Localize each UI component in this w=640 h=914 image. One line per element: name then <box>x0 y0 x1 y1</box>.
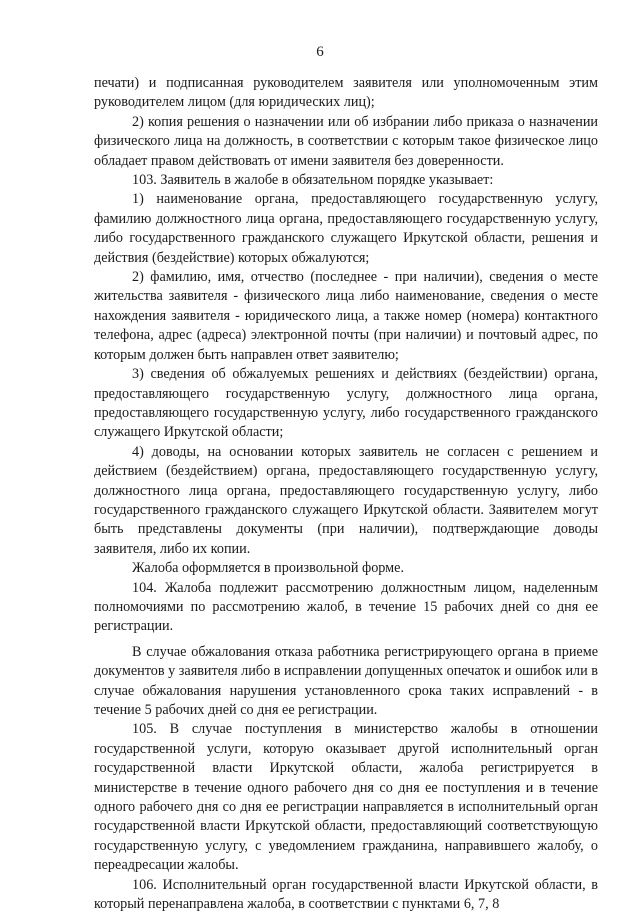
paragraph-103-item-2: 2) фамилию, имя, отчество (последнее - при наличии), сведения о месте жительства заявителя - физического лица либо наименование, сведения о месте нахождения заявителя - юридического лица, а также номер (номера) контактного телефона, адрес (адреса) электронной почты (при наличии) и почтовый адрес, по которым должен быть направлен ответ заявителю; <box>94 269 598 363</box>
document-body <box>94 74 598 914</box>
paragraph-103-item-3: 3) сведения об обжалуемых решениях и действиях (бездействии) органа, предоставляющего государственную услугу, должностного лица органа, предоставляющего государственную услугу, либо государственного гражданского служащего Иркутской области; <box>94 366 598 441</box>
paragraph-105: 105. В случае поступления в министерство жалобы в отношении государственной услуги, которую оказывает другой исполнительный орган государственной власти Иркутской области, жалоба регистрируется в министерстве в течение одного рабочего дня со дня ее поступления и в течение одного рабочего дня со дня ее регистрации направляется в исполнительный орган государственной власти Иркутской области, предоставляющий соответствующую государственную услугу, с уведомлением гражданина, направившего жалобу, о переадресации жалобы. <box>94 721 598 874</box>
paragraph-continuation: печати) и подписанная руководителем заявителя или уполномоченным этим руководителем лицом (для юридических лиц); <box>94 75 598 111</box>
paragraph-104: 104. Жалоба подлежит рассмотрению должностным лицом, наделенным полномочиями по рассмотрению жалоб, в течение 15 рабочих дней со дня ее регистрации. <box>94 579 598 635</box>
page-number: 6 <box>316 44 324 60</box>
paragraph-item-2-copy: 2) копия решения о назначении или об избрании либо приказа о назначении физического лица на должность, в соответствии с которым такое физическое лицо обладает правом действовать от имени заявителя без доверенности. <box>94 113 598 169</box>
paragraph-103-item-1: 1) наименование органа, предоставляющего государственную услугу, фамилию должностного лица органа, предоставляющего государственную услугу, либо государственного гражданского служащего Иркутской области, решения и действия (бездействие) которых обжалуются; <box>94 191 598 266</box>
paragraph-103-heading: 103. Заявитель в жалобе в обязательном порядке указывает: <box>132 172 494 189</box>
paragraph-free-form: Жалоба оформляется в произвольной форме. <box>132 560 404 577</box>
paragraph-106: 106. Исполнительный орган государственной власти Иркутской области, в который перенаправлена жалоба, в соответствии с пунктами 6, 7, 8 <box>94 876 598 913</box>
paragraph-104-refusal: В случае обжалования отказа работника регистрирующего органа в приеме документов у заявителя либо в исправлении допущенных опечаток и ошибок или в случае обжалования нарушения установленного срока таких исправлений - в течение 5 рабочих дней со дня ее регистрации. <box>94 643 598 718</box>
paragraph-103-item-4: 4) доводы, на основании которых заявитель не согласен с решением и действием (бездействием) органа, предоставляющего государственную услугу, должностного лица органа, предоставляющего государственную услугу, либо государственного гражданского служащего Иркутской области. Заявителем могут быть представлены документы (при наличии), подтверждающие доводы заявителя, либо их копии. <box>94 443 598 557</box>
